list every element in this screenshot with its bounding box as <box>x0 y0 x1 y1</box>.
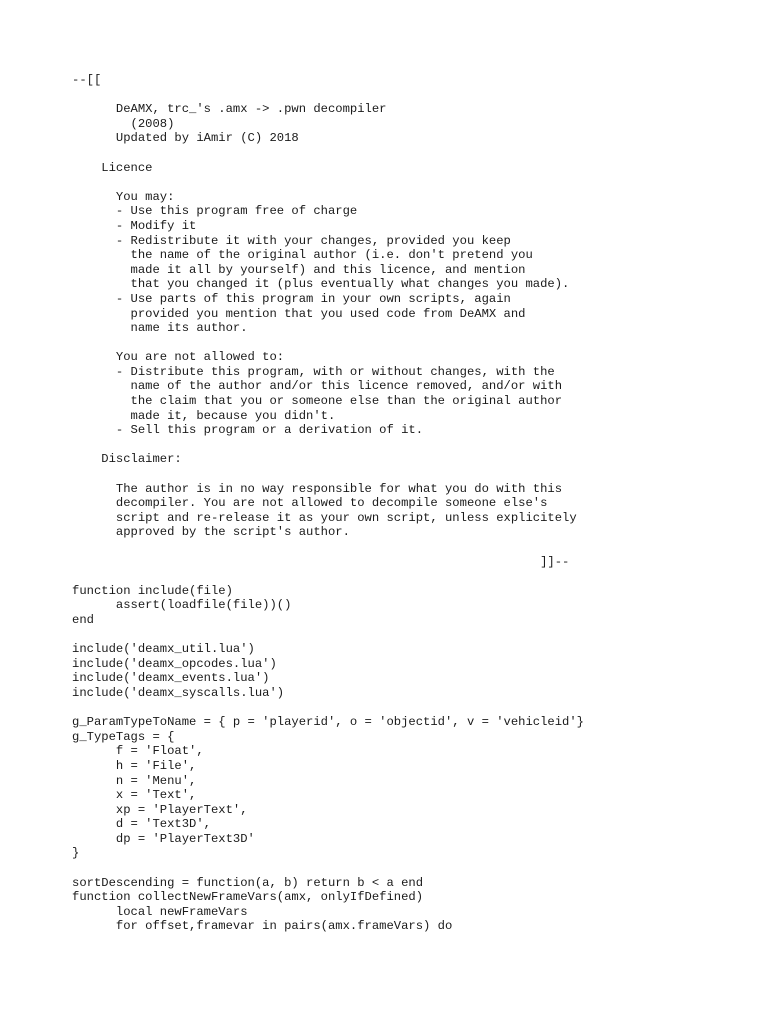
code-line: local newFrameVars <box>72 904 248 919</box>
code-line: --[[ <box>72 73 102 87</box>
code-line: Updated by iAmir (C) 2018 <box>72 131 299 146</box>
code-line <box>72 88 752 103</box>
code-line: end <box>72 612 94 627</box>
code-line: script and re-release it as your own script, unless explicitely <box>72 510 577 525</box>
code-line: approved by the script's author. <box>72 525 350 540</box>
code-line: for offset,framevar in pairs(amx.frameVars) do <box>72 919 453 934</box>
code-line: - Modify it <box>72 218 197 233</box>
code-line: name of the author and/or this licence removed, and/or with <box>72 379 563 394</box>
code-line: - Use parts of this program in your own scripts, again <box>72 291 511 306</box>
code-line <box>72 628 752 643</box>
code-line: include('deamx_syscalls.lua') <box>72 685 285 700</box>
code-line: (2008) <box>72 116 175 131</box>
code-line: - Distribute this program, with or without changes, with the <box>72 364 555 379</box>
code-line: provided you mention that you used code from DeAMX and <box>72 306 526 321</box>
code-line <box>72 438 752 453</box>
code-line: function include(file) <box>72 583 233 598</box>
code-line: Disclaimer: <box>72 452 182 467</box>
code-line: assert(loadfile(file))() <box>72 598 292 613</box>
code-line: the name of the original author (i.e. don't pretend you <box>72 248 533 263</box>
code-line <box>72 701 752 716</box>
code-line: Licence <box>72 160 153 175</box>
code-line: n = 'Menu', <box>72 773 197 788</box>
source-code-block <box>72 73 752 934</box>
code-line: g_ParamTypeToName = { p = 'playerid', o = 'objectid', v = 'vehicleid'} <box>72 715 584 730</box>
code-line: decompiler. You are not allowed to decompile someone else's <box>72 496 548 511</box>
code-line <box>72 861 752 876</box>
code-line: - Use this program free of charge <box>72 204 358 219</box>
code-line: You are not allowed to: <box>72 350 285 365</box>
code-line: that you changed it (plus eventually what changes you made). <box>72 277 570 292</box>
code-line: sortDescending = function(a, b) return b < a end <box>72 875 424 890</box>
code-line: function collectNewFrameVars(amx, onlyIfDefined) <box>72 890 424 905</box>
code-line: } <box>72 846 80 861</box>
code-line <box>72 569 752 584</box>
code-line: include('deamx_util.lua') <box>72 642 255 657</box>
code-line <box>72 336 752 351</box>
code-line: name its author. <box>72 321 248 336</box>
code-line: - Sell this program or a derivation of it. <box>72 423 424 438</box>
code-line <box>72 540 752 555</box>
code-line: - Redistribute it with your changes, provided you keep <box>72 233 511 248</box>
code-line: dp = 'PlayerText3D' <box>72 831 255 846</box>
code-line <box>72 467 752 482</box>
code-line: include('deamx_opcodes.lua') <box>72 656 277 671</box>
code-line: xp = 'PlayerText', <box>72 802 248 817</box>
code-line: d = 'Text3D', <box>72 817 211 832</box>
code-line: f = 'Float', <box>72 744 204 759</box>
code-line: x = 'Text', <box>72 788 197 803</box>
code-line: DeAMX, trc_'s .amx -> .pwn decompiler <box>72 102 387 117</box>
code-line <box>72 146 752 161</box>
code-line <box>72 175 752 190</box>
code-line: ]]-- <box>72 554 570 569</box>
code-line: include('deamx_events.lua') <box>72 671 270 686</box>
code-line: made it, because you didn't. <box>72 408 336 423</box>
code-line: The author is in no way responsible for what you do with this <box>72 481 563 496</box>
code-line: h = 'File', <box>72 758 197 773</box>
code-line: made it all by yourself) and this licence, and mention <box>72 262 526 277</box>
code-line: the claim that you or someone else than the original author <box>72 394 563 409</box>
code-line: g_TypeTags = { <box>72 729 175 744</box>
code-line: You may: <box>72 189 175 204</box>
